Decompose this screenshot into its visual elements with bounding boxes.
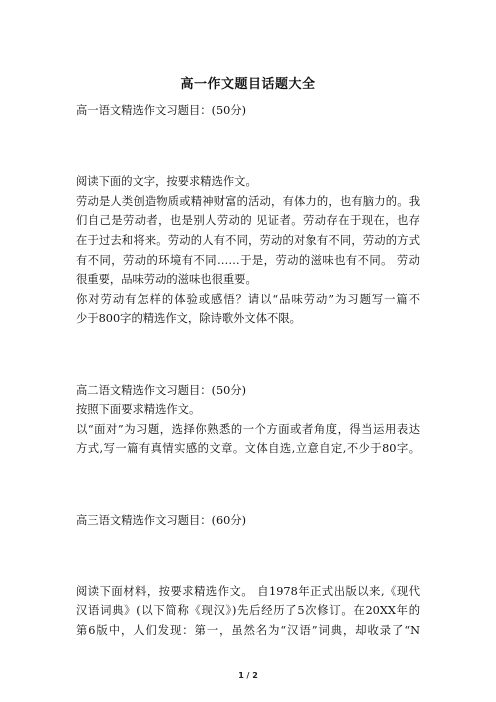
text-line: 劳动是人类创造物质或精神财富的活动，有体力的，也有脑力的。我 bbox=[76, 194, 420, 208]
document-title: 高一作文题目话题大全 bbox=[180, 77, 316, 92]
text-line: 汉语词典》(以下简称《现汉》)先后经历了5次修订。在20XX年的 bbox=[76, 604, 420, 618]
document-paragraphs bbox=[76, 101, 420, 640]
text-line: 高三语文精选作文习题目：(60分) bbox=[76, 513, 247, 527]
text-line: 少于800字的精选作文，除诗歌外文体不限。 bbox=[76, 312, 301, 326]
text-line: 以“面对”为习题，选择你熟悉的一个方面或者角度，得当运用表达 bbox=[76, 422, 420, 436]
blank-line bbox=[76, 137, 420, 157]
document-body bbox=[76, 75, 420, 640]
text-line: 方式,写一篇有真情实感的文章。文体自选,立意自定,不少于80字。 bbox=[76, 442, 420, 456]
text-line: 高二语文精选作文习题目：(50分) bbox=[76, 383, 247, 397]
page-number: 1 / 2 bbox=[238, 671, 258, 680]
blank-line bbox=[76, 546, 420, 566]
text-line: 阅读下面的文字，按要求精选作文。 bbox=[76, 175, 257, 189]
text-line: 第6版中，人们发现：第一，虽然名为“汉语”词典，却收录了“N bbox=[76, 623, 420, 637]
blank-line bbox=[76, 475, 420, 495]
text-line: 按照下面要求精选作文。 bbox=[76, 403, 201, 417]
text-line: 很重要，品味劳动的滋味也很重要。 bbox=[76, 273, 257, 287]
text-line: 高一语文精选作文习题目：(50分) bbox=[76, 104, 247, 117]
text-line: 在于过去和将来。劳动的人有不同，劳动的对象有不同，劳动的方式 bbox=[76, 233, 420, 247]
blank-line bbox=[76, 345, 420, 365]
text-line: 阅读下面材料，按要求精选作文。 自1978年正式出版以来,《现代 bbox=[76, 584, 420, 598]
text-line: 有不同，劳动的环境有不同……于是，劳动的滋味也有不同。 劳动 bbox=[76, 253, 420, 267]
text-line: 你对劳动有怎样的体验或感悟？请以“品味劳动”为习题写一篇不 bbox=[76, 292, 420, 306]
text-line: 们自己是劳动者，也是别人劳动的 见证者。劳动存在于现在，也存 bbox=[76, 214, 420, 228]
